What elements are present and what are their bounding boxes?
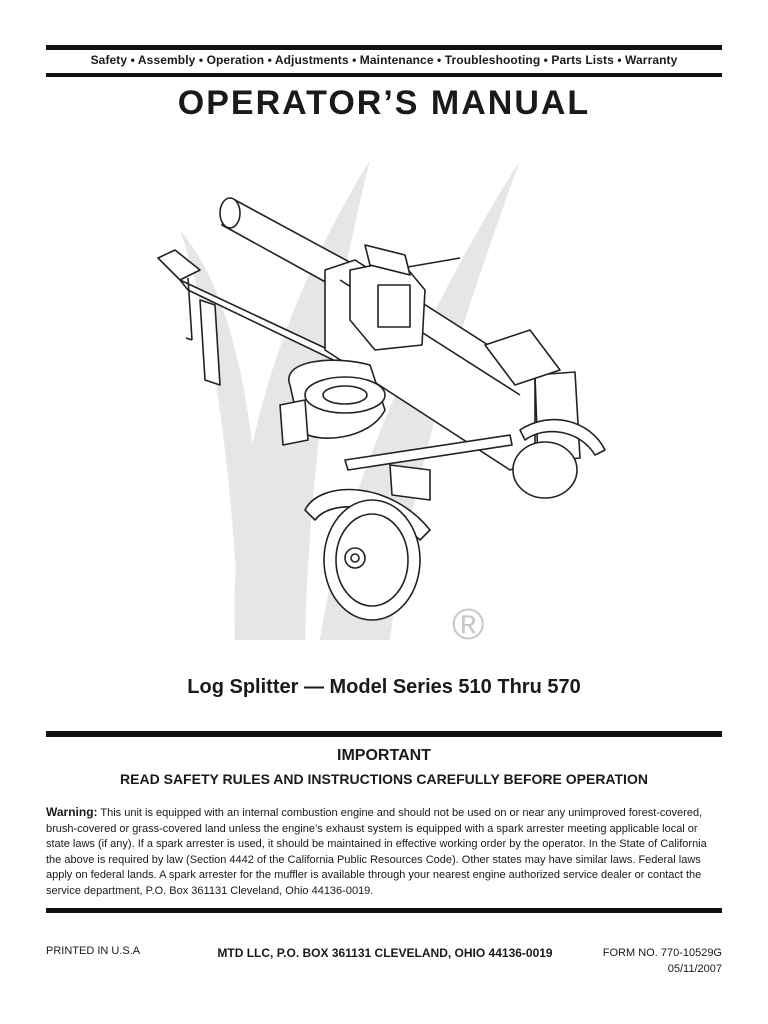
registered-mark: ® (452, 600, 485, 649)
form-date: 05/11/2007 (667, 963, 722, 975)
warning-label: Warning: (46, 805, 98, 819)
log-splitter-illustration (140, 140, 620, 660)
topics-line: Safety • Assembly • Operation • Adjustments • Maintenance • Troubleshooting • Parts Lists • Warranty (90, 53, 678, 67)
form-info (603, 945, 722, 977)
page-title: OPERATOR’S MANUAL (177, 84, 591, 122)
printed-in: PRINTED IN U.S.A (46, 945, 141, 957)
header-rule (46, 73, 722, 77)
top-rule (46, 45, 722, 50)
footer-rule (46, 908, 722, 913)
model-line: Log Splitter — Model Series 510 Thru 570 (187, 676, 581, 698)
warning-text: This unit is equipped with an internal combustion engine and should not be used on or near any unimproved forest-covered, brush-covered or grass-covered land unless the engine’s exhaust system is equipped with a spark arrester meeting applicable local or state laws (if any). If a spark arrester is used, it should be maintained in effective working order by the operator. In the State of California the above is required by law (Section 4442 of the California Public Resources Code). Other states may have similar laws. Federal laws apply on federal lands. A spark arrester for the muffler is available through your nearest engine authorized service dealer or contact the service department, P.O. Box 361131 Cleveland, Ohio 44136-0019. (46, 807, 707, 897)
read-safety-heading: READ SAFETY RULES AND INSTRUCTIONS CAREFULLY BEFORE OPERATION (120, 771, 648, 787)
important-heading: IMPORTANT (337, 747, 431, 764)
warning-paragraph (46, 805, 722, 899)
form-number: FORM NO. 770-10529G (602, 947, 722, 959)
company-address: MTD LLC, P.O. BOX 361131 CLEVELAND, OHIO 44136-0019 (217, 946, 553, 960)
section-rule (46, 731, 722, 737)
